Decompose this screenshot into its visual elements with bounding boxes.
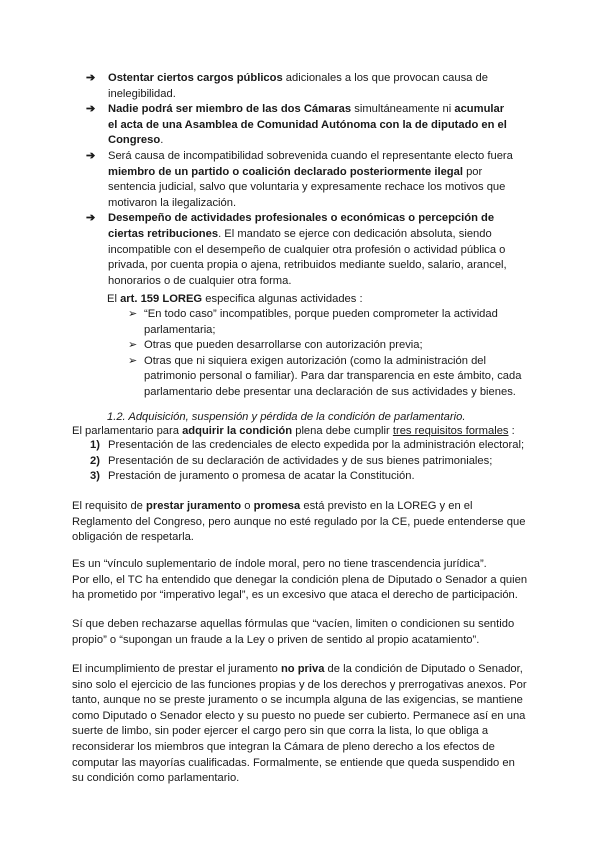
bold-text: prestar juramento xyxy=(146,500,242,512)
list-number: 3) xyxy=(90,470,100,483)
body-text: “En todo caso” incompatibles, porque pueden comprometer la actividad parlamentaria; xyxy=(144,308,498,336)
list-item xyxy=(90,454,540,470)
requirements-list xyxy=(90,438,540,485)
list-item xyxy=(86,71,516,102)
body-text: . xyxy=(160,134,164,147)
bold-text: Desempeño de actividades profesionales o económicas o percepción de ciertas retribuciones xyxy=(108,212,495,240)
bold-text: acumular el acta de una Asamblea de Comunidad Autónoma con la de diputado en el Congreso xyxy=(108,103,507,147)
list-item xyxy=(90,438,540,454)
oath-paragraph xyxy=(72,499,528,546)
body-text: Por ello, el TC ha entendido que denegar la condición plena de Diputado o Senador a quien ha prometido por “imperativo legal”, es un excesivo que ataca el derecho de participación. xyxy=(72,573,528,602)
moral-bond-paragraph xyxy=(72,557,528,604)
bold-text: Nadie podrá ser miembro de las dos Cámaras xyxy=(108,103,352,116)
bold-text: promesa xyxy=(253,500,301,512)
arrow-bullet-icon: ➔ xyxy=(86,212,96,225)
activities-list xyxy=(128,307,528,401)
triangle-bullet-icon: ➢ xyxy=(128,308,138,320)
arrow-bullet-icon: ➔ xyxy=(86,149,96,162)
bold-text: Ostentar ciertos cargos públicos xyxy=(108,72,283,84)
list-item xyxy=(86,102,516,149)
arrow-bullet-icon: ➔ xyxy=(86,72,96,84)
list-item xyxy=(86,211,516,289)
list-item xyxy=(90,469,540,485)
section-heading: 1.2. Adquisición, suspensión y pérdida de la condición de parlamentario. xyxy=(107,411,466,423)
body-text: o xyxy=(241,500,254,512)
triangle-bullet-icon: ➢ xyxy=(128,354,138,367)
list-item xyxy=(128,307,528,338)
non-compliance-paragraph xyxy=(72,662,528,787)
incompatibility-list xyxy=(86,71,516,289)
body-text: Prestación de juramento o promesa de acatar la Constitución. xyxy=(108,470,415,483)
body-text: Presentación de su declaración de actividades y de sus bienes patrimoniales; xyxy=(108,454,493,467)
art-159-intro xyxy=(107,292,527,308)
triangle-bullet-icon: ➢ xyxy=(128,339,138,352)
body-text: El incumplimiento de prestar el juramento xyxy=(72,663,281,675)
list-number: 2) xyxy=(90,454,100,467)
body-text: El xyxy=(107,293,121,305)
body-text: Es un “vínculo suplementario de índole moral, pero no tiene trascendencia jurídica”. xyxy=(72,558,487,570)
body-text: está previsto en la LOREG y en el Reglamento del Congreso, pero aunque no esté regulado por la CE, puede entenderse que obligación de respetarla. xyxy=(72,500,526,544)
body-text: especifica algunas actividades : xyxy=(202,293,363,305)
body-text: Presentación de las credenciales de electo expedida por la administración electoral; xyxy=(108,439,525,451)
underlined-text: tres requisitos formales xyxy=(392,425,509,437)
body-text: Otras que pueden desarrollarse con autorización previa; xyxy=(144,339,423,352)
body-text: . El mandato se ejerce con dedicación absoluta, siendo incompatible con el desempeño de cualquier otra profesión o actividad pública o privada, por cuenta propia o ajena, retribuidos mediante sueldo, salario, arancel, honorarios o de cualquier otra forma. xyxy=(108,227,507,287)
body-text: simultáneamente ni xyxy=(351,103,455,116)
body-text: plena debe cumplir xyxy=(292,425,393,437)
body-text: : xyxy=(508,425,515,437)
bold-text: miembro de un partido o coalición declarado posteriormente ilegal xyxy=(108,165,463,178)
body-text: El parlamentario para xyxy=(72,425,183,437)
bold-text: no priva xyxy=(280,663,325,675)
body-text: por sentencia judicial, salvo que voluntaria y expresamente rechace los motivos que motivaron la ilegalización. xyxy=(108,165,506,209)
list-item xyxy=(86,149,516,211)
body-text: de la condición de Diputado o Senador, sino solo el ejercicio de las funciones propias y de los derechos y prerrogativas anexos. Por tanto, aunque no se preste juramento o se incumpla alguna de las exigencias, se mantiene como Diputado o Senador electo y su puesto no puede ser cubierto. Permanece así en una suerte de limbo, sin poder ejercer el cargo pero sin que corra la lista, lo que obliga a reconsiderar los miembros que integran la Cámara de pleno derecho a los efectos de computar las mayorías cualificadas. Formalmente, se entiende que queda suspendido en su condición como parlamentario. xyxy=(72,663,527,785)
body-text: Otras que ni siquiera exigen autorización (como la administración del patrimonio personal o familiar). Para dar transparencia en este ámbito, cada parlamentario debe presentar una declaración de sus actividades y bienes. xyxy=(144,354,522,398)
list-item xyxy=(128,338,528,354)
bold-text: adquirir la condición xyxy=(182,425,293,437)
list-item xyxy=(128,354,528,401)
body-text: El requisito de xyxy=(72,500,147,512)
body-text: adicionales a los que provocan causa de inelegibilidad. xyxy=(108,72,488,100)
list-number: 1) xyxy=(90,439,100,451)
arrow-bullet-icon: ➔ xyxy=(86,103,96,116)
bold-text: art. 159 LOREG xyxy=(120,293,203,305)
body-text: Será causa de incompatibilidad sobrevenida cuando el representante electo fuera xyxy=(108,149,513,162)
formulas-paragraph: Sí que deben rechazarse aquellas fórmulas que “vacíen, limiten o condicionen su sentido propio” o “supongan un fraude a la Ley o priven de sentido al propio acatamiento”. xyxy=(72,618,515,646)
